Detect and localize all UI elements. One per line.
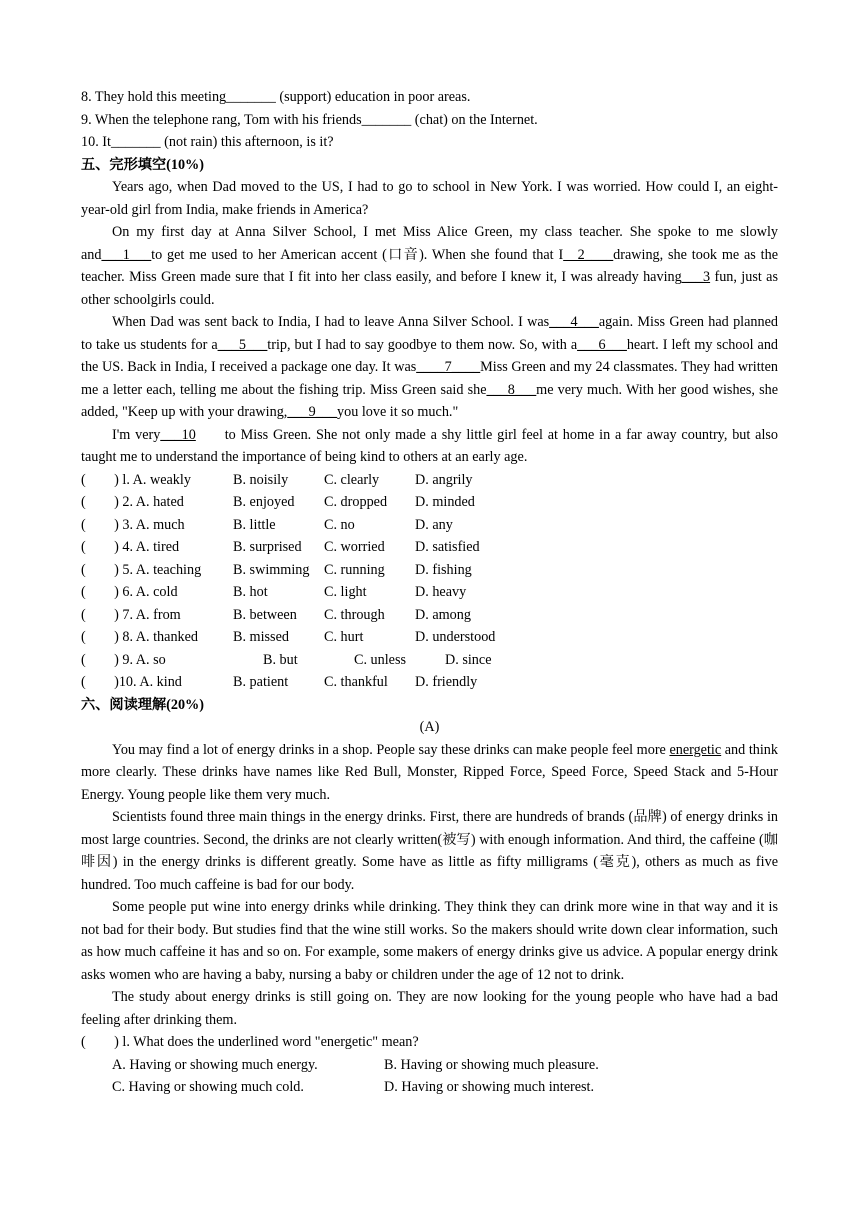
option-b: B. surprised bbox=[233, 539, 302, 555]
reading-paragraph-1 bbox=[81, 739, 778, 807]
text: me very much. With her good wishes, she added, "Keep up with your drawing, bbox=[81, 381, 778, 420]
text: I'm very bbox=[112, 426, 161, 443]
option-d: D. since bbox=[445, 651, 492, 668]
option-a: ( ) 3. A. much bbox=[81, 516, 185, 533]
option-b: B. little bbox=[233, 516, 276, 533]
blank-2: 2____ bbox=[563, 246, 614, 263]
text: you love it so much." bbox=[337, 404, 459, 420]
cloze-heading: 五、完形填空(10%) bbox=[81, 156, 204, 173]
option-c: C. thankful bbox=[324, 674, 388, 690]
option-d: D. fishing bbox=[415, 561, 472, 578]
blank-3: ___3 bbox=[681, 269, 711, 285]
text: to get me used to her American accent (口音). When she found that I bbox=[151, 246, 564, 263]
option-c: C. no bbox=[324, 516, 355, 533]
text: On my first day at Anna Silver School, I met Miss Alice Green, my class teacher. She spoke to me slowly and bbox=[81, 224, 778, 263]
option-b: B. Having or showing much pleasure. bbox=[384, 1056, 599, 1073]
text: heart. I left my school and the US. Back in India, I received a package one day. It was bbox=[81, 336, 779, 375]
option-c: C. Having or showing much cold. bbox=[112, 1079, 304, 1095]
option-c: C. light bbox=[324, 584, 367, 600]
option-b: B. but bbox=[263, 651, 298, 668]
text: again. Miss Green had planned to take us students for a bbox=[81, 314, 778, 353]
option-d: D. minded bbox=[415, 494, 475, 510]
option-a: ( ) 7. A. from bbox=[81, 606, 181, 623]
option-row-5 bbox=[81, 559, 778, 582]
option-row-10 bbox=[81, 671, 778, 694]
option-d: D. satisfied bbox=[415, 539, 480, 555]
option-c: C. hurt bbox=[324, 629, 364, 645]
reading-heading: 六、阅读理解(20%) bbox=[81, 696, 204, 713]
text: You may find a lot of energy drinks in a shop. People say these drinks can make people feel more bbox=[112, 741, 666, 758]
option-a: ( ) l. A. weakly bbox=[81, 471, 191, 488]
option-c: C. unless bbox=[354, 651, 407, 668]
text: fun, just as other schoolgirls could. bbox=[81, 269, 779, 308]
text: drawing, she took me as the teacher. Miss Green made sure that I fit into her class easily, and before I knew it, I was already having bbox=[81, 246, 779, 285]
cloze-paragraph-4 bbox=[81, 424, 782, 469]
option-c: C. through bbox=[324, 606, 385, 623]
blank-1: ___1___ bbox=[101, 246, 152, 263]
option-c: C. running bbox=[324, 561, 385, 578]
reading-question-1: ( ) l. What does the underlined word "energetic" mean? bbox=[81, 1034, 419, 1050]
reading-paragraph-3: Some people put wine into energy drinks while drinking. They think they can drink more wine in that way and it is not bad for their body. But studies find that the wine still works. So the makers should write down clear information, such as how much caffeine it has and so on. For example, some makers of energy drinks give us advice. A popular energy drink asks women who are having a baby, nursing a baby or children under the age of 12 not to drink. bbox=[81, 899, 778, 983]
option-row-6 bbox=[81, 581, 778, 604]
option-row-3 bbox=[81, 514, 778, 537]
text: and think more clearly. These drinks have names like Red Bull, Monster, Ripped Force, Speed Force, Speed Stack and 5-Hour Energy. Young people like them very much. bbox=[81, 741, 778, 803]
option-d: D. among bbox=[415, 606, 471, 623]
option-d: D. angrily bbox=[415, 471, 473, 488]
cloze-paragraph-3 bbox=[81, 311, 778, 424]
option-d: D. understood bbox=[415, 629, 496, 645]
option-a: ( )10. A. kind bbox=[81, 674, 182, 690]
exam-page bbox=[81, 86, 782, 1099]
text: When Dad was sent back to India, I had to leave Anna Silver School. I was bbox=[112, 314, 550, 330]
option-b: B. patient bbox=[233, 674, 289, 690]
option-d: D. heavy bbox=[415, 584, 467, 600]
option-row-7 bbox=[81, 604, 778, 627]
option-d: D. friendly bbox=[415, 674, 478, 690]
option-b: B. hot bbox=[233, 584, 268, 600]
fill-in-item-9: 9. When the telephone rang, Tom with his friends_______ (chat) on the Internet. bbox=[81, 111, 538, 128]
text: to Miss Green. She not only made a shy little girl feel at home in a far away country, but also taught me to understand the importance of being kind to others at an early age. bbox=[81, 426, 782, 465]
reading-paragraph-2: Scientists found three main things in the energy drinks. First, there are hundreds of brands (品牌) of energy drinks in most large countries. Second, the drinks are not clearly written(被写) with enough information. And third, the caffeine (咖啡因) in the energy drinks is different greatly. Some have as little as fifty milligrams (毫克), others as much as five hundred. Too much caffeine is bad for our body. bbox=[81, 809, 778, 893]
reading-paragraph-4: The study about energy drinks is still going on. They are now looking for the young people who have had a bad feeling after drinking them. bbox=[81, 989, 778, 1028]
reading-section-label: (A) bbox=[419, 719, 440, 735]
option-d: D. Having or showing much interest. bbox=[384, 1079, 595, 1095]
cloze-paragraph-1: Years ago, when Dad moved to the US, I had to go to school in New York. I was worried. How could I, an eight-year-old girl from India, make friends in America? bbox=[81, 179, 778, 218]
option-a: ( ) 2. A. hated bbox=[81, 494, 184, 510]
blank-5: ___5___ bbox=[217, 336, 268, 353]
option-a: A. Having or showing much energy. bbox=[112, 1056, 318, 1073]
blank-10: ___10 bbox=[160, 426, 196, 443]
option-row-2 bbox=[81, 491, 778, 514]
question-1-options-ab bbox=[81, 1054, 778, 1077]
option-a: ( ) 9. A. so bbox=[81, 651, 166, 668]
option-row-8 bbox=[81, 626, 778, 649]
blank-9: ___9___ bbox=[287, 404, 337, 420]
blank-6: ___6___ bbox=[577, 336, 627, 353]
option-b: B. enjoyed bbox=[233, 494, 295, 510]
option-b: B. swimming bbox=[233, 561, 310, 578]
fill-in-item-8: 8. They hold this meeting_______ (support) education in poor areas. bbox=[81, 89, 471, 105]
blank-7: ____7____ bbox=[416, 359, 481, 375]
option-b: B. between bbox=[233, 606, 297, 623]
blank-8: ___8___ bbox=[486, 381, 537, 398]
question-1-options-cd bbox=[81, 1076, 778, 1099]
option-d: D. any bbox=[415, 516, 453, 533]
fill-in-item-10: 10. It_______ (not rain) this afternoon, is it? bbox=[81, 134, 334, 150]
option-c: C. dropped bbox=[324, 494, 388, 510]
option-c: C. clearly bbox=[324, 471, 380, 488]
option-a: ( ) 6. A. cold bbox=[81, 584, 178, 600]
option-b: B. noisily bbox=[233, 471, 289, 488]
text: Miss Green and my 24 classmates. They had written me a letter each, telling me about the fishing trip. Miss Green said she bbox=[81, 359, 779, 398]
text: trip, but I had to say goodbye to them now. So, with a bbox=[267, 336, 578, 353]
option-b: B. missed bbox=[233, 629, 289, 645]
option-a: ( ) 8. A. thanked bbox=[81, 629, 199, 645]
option-row-1 bbox=[81, 469, 778, 492]
option-c: C. worried bbox=[324, 539, 385, 555]
underlined-word: energetic bbox=[669, 741, 722, 758]
option-a: ( ) 4. A. tired bbox=[81, 539, 180, 555]
option-a: ( ) 5. A. teaching bbox=[81, 561, 202, 578]
option-row-4 bbox=[81, 536, 778, 559]
cloze-paragraph-2 bbox=[81, 221, 778, 311]
option-row-9 bbox=[81, 649, 778, 672]
blank-4: ___4___ bbox=[549, 314, 599, 330]
cloze-options bbox=[81, 469, 778, 694]
